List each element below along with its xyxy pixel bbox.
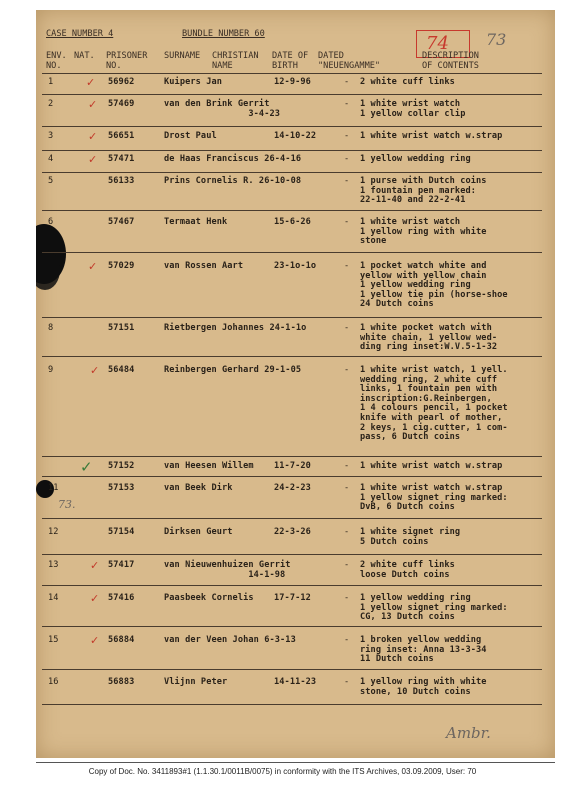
row-name: Drost Paul [164,131,217,141]
row-name: van Heesen Willem [164,461,254,471]
row-env: 6 [48,217,54,227]
row-name: de Haas Franciscus 26-4-16 [164,154,302,164]
row-dated: - [344,99,350,109]
row-description: 1 yellow wedding ring 1 yellow signet ring marked: CG, 13 Dutch coins [360,593,508,623]
row-rule [42,150,542,151]
header-rule [42,73,542,74]
row-description: 1 broken yellow wedding ring inset: Anna 13-3-34 11 Dutch coins [360,635,487,665]
column-dated: DATED "NEUENGAMME" [318,51,381,71]
row-dated: - [344,593,350,603]
check-mark: ✓ [88,153,98,166]
row-env: 9 [48,365,54,375]
row-description: 1 white wrist watch w.strap [360,131,503,141]
row-env: 1 [48,77,54,87]
row-dated: - [344,461,350,471]
footer-rule [36,762,555,763]
row-rule [42,626,542,627]
row-rule [42,317,542,318]
row-prisoner-no: 56962 [108,77,135,87]
row-description: 1 white wrist watch, 1 yell. wedding ring, 2 white cuff links, 1 fountain pen with inscription:G.Reinbergen, 1 4 colours pencil, 1 pocket knife with pearl of mother, 2 keys, 1 cig.cutter, 1 com- pass, 6 Dutch coins [360,365,508,443]
row-rule [42,94,542,95]
row-rule [42,704,542,705]
row-prisoner-no: 56651 [108,131,135,141]
row-rule [42,252,542,253]
row-dated: - [344,261,350,271]
row-name: van Nieuwenhuizen Gerrit 14-1-98 [164,560,291,580]
row-dob: 24-2-23 [274,483,311,493]
row-env: 16 [48,677,59,687]
margin-note: 73. [58,498,76,511]
row-name: van Beek Dirk [164,483,233,493]
row-rule [42,476,542,477]
row-env: 13 [48,560,59,570]
row-name: van Rossen Aart [164,261,244,271]
row-prisoner-no: 57471 [108,154,135,164]
row-env: 12 [48,527,59,537]
row-dated: - [344,677,350,687]
row-dated: - [344,217,350,227]
row-rule [42,554,542,555]
row-description: 1 white wrist watch 1 yellow collar clip [360,99,466,119]
check-mark: ✓ [90,634,100,647]
row-description: 1 yellow wedding ring [360,154,471,164]
column-prisoner: PRISONER NO. [106,51,148,71]
row-description: 2 white cuff links [360,77,455,87]
row-rule [42,456,542,457]
row-rule [42,210,542,211]
row-prisoner-no: 57152 [108,461,135,471]
row-name: van den Brink Gerrit 3-4-23 [164,99,281,119]
row-env: 5 [48,176,54,186]
row-name: van der Veen Johan 6-3-13 [164,635,296,645]
case-number-label: CASE NUMBER 4 [46,29,114,39]
row-dated: - [344,560,350,570]
pencil-page-number: 73 [486,30,507,49]
column-description: DESCRIPTION OF CONTENTS [422,51,479,71]
row-env: 3 [48,131,54,141]
check-mark: ✓ [80,458,93,476]
row-env: 2 [48,99,54,109]
row-prisoner-no: 57417 [108,560,135,570]
signature: Ambr. [446,724,491,742]
row-env: 8 [48,323,54,333]
row-description: 1 pocket watch white and yellow with yellow chain 1 yellow wedding ring 1 yellow tie pin (horse-shoe 24 Dutch coins [360,261,508,310]
check-mark: ✓ [88,130,98,143]
column-env: ENV. NO. [46,51,67,71]
row-prisoner-no: 56484 [108,365,135,375]
row-prisoner-no: 56884 [108,635,135,645]
row-prisoner-no: 57467 [108,217,135,227]
row-prisoner-no: 57469 [108,99,135,109]
row-dated: - [344,635,350,645]
row-rule [42,356,542,357]
row-rule [42,172,542,173]
bundle-number-label: BUNDLE NUMBER 60 [182,29,265,39]
row-dob: 17-7-12 [274,593,311,603]
row-prisoner-no: 57151 [108,323,135,333]
column-nat: NAT. [74,51,95,61]
check-mark: ✓ [90,364,100,377]
row-dated: - [344,483,350,493]
row-name: Vlijnn Peter [164,677,228,687]
row-env: 11 [48,483,59,493]
row-rule [42,669,542,670]
row-dated: - [344,176,350,186]
row-name: Reinbergen Gerhard 29-1-05 [164,365,302,375]
column-christian-name: CHRISTIAN NAME [212,51,259,71]
row-description: 1 white pocket watch with white chain, 1 yellow wed- ding ring inset:W.V.5-1-32 [360,323,498,353]
row-description: 1 white wrist watch w.strap [360,461,503,471]
row-name: Termaat Henk [164,217,228,227]
column-date-of-birth: DATE OF BIRTH [272,51,309,71]
row-rule [42,585,542,586]
check-mark: ✓ [90,592,100,605]
row-name: Kuipers Jan [164,77,223,87]
document-sheet [36,10,555,758]
row-prisoner-no: 57416 [108,593,135,603]
row-rule [42,126,542,127]
row-dob: 11-7-20 [274,461,311,471]
row-dated: - [344,365,350,375]
archive-footer: Copy of Doc. No. 3411893#1 (1.1.30.1/0011B/0075) in conformity with the ITS Archives, 03.09.2009, User: 70 [88,767,477,776]
row-rule [42,518,542,519]
row-prisoner-no: 57029 [108,261,135,271]
row-description: 1 white wrist watch w.strap 1 yellow signet ring marked: DvB, 6 Dutch coins [360,483,508,513]
row-dated: - [344,131,350,141]
row-prisoner-no: 57153 [108,483,135,493]
row-env: 15 [48,635,59,645]
row-dated: - [344,527,350,537]
row-dated: - [344,154,350,164]
row-dob: 14-10-22 [274,131,317,141]
red-stamp-number: 74 [426,33,449,54]
ink-stain [36,250,60,290]
check-mark: ✓ [90,559,100,572]
row-prisoner-no: 56883 [108,677,135,687]
row-name: Rietbergen Johannes 24-1-1o [164,323,307,333]
row-dob: 14-11-23 [274,677,317,687]
column-surname: SURNAME [164,51,201,61]
row-prisoner-no: 56133 [108,176,135,186]
row-dated: - [344,323,350,333]
row-name: Paasbeek Cornelis [164,593,254,603]
check-mark: ✓ [88,260,98,273]
row-dob: 23-1o-1o [274,261,317,271]
row-prisoner-no: 57154 [108,527,135,537]
row-env: 4 [48,154,54,164]
row-dob: 12-9-96 [274,77,311,87]
row-dated: - [344,77,350,87]
row-name: Prins Cornelis R. 26-10-08 [164,176,302,186]
row-dob: 22-3-26 [274,527,311,537]
row-env: 14 [48,593,59,603]
row-description: 2 white cuff links loose Dutch coins [360,560,455,580]
row-description: 1 purse with Dutch coins 1 fountain pen marked: 22-11-40 and 22-2-41 [360,176,487,206]
row-description: 1 yellow ring with white stone, 10 Dutch coins [360,677,487,697]
check-mark: ✓ [86,76,96,89]
check-mark: ✓ [88,98,98,111]
row-description: 1 white signet ring 5 Dutch coins [360,527,461,547]
row-dob: 15-6-26 [274,217,311,227]
row-name: Dirksen Geurt [164,527,233,537]
row-description: 1 white wrist watch 1 yellow ring with white stone [360,217,487,247]
